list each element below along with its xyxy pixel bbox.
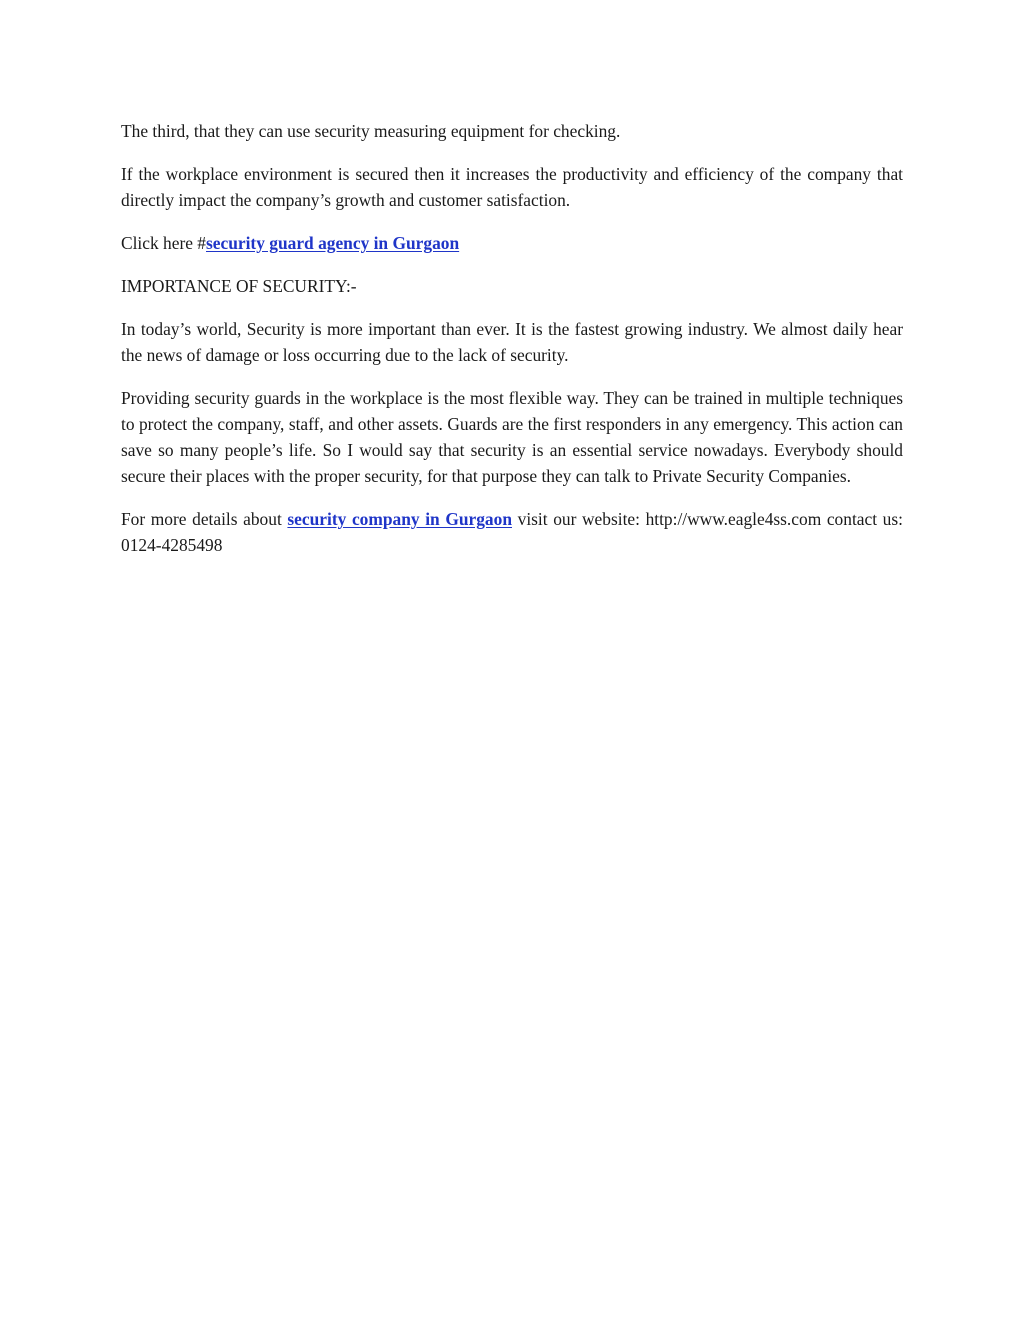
document-page [121, 118, 903, 575]
click-here-text: Click here # [121, 233, 206, 253]
paragraph-equipment: The third, that they can use security measuring equipment for checking. [121, 121, 621, 141]
paragraph-todays-world: In today’s world, Security is more important than ever. It is the fastest growing industry. We almost daily hear the news of damage or loss occurring due to the lack of security. [121, 319, 903, 365]
security-company-link[interactable]: security company in Gurgaon [287, 509, 512, 529]
section-heading-importance: IMPORTANCE OF SECURITY:- [121, 276, 357, 296]
paragraph-more-details [121, 506, 903, 558]
paragraph-click-here [121, 230, 903, 256]
paragraph-workplace-environment: If the workplace environment is secured then it increases the productivity and efficiency of the company that directly impact the company’s growth and customer satisfaction. [121, 164, 903, 210]
more-details-text: For more details about [121, 509, 288, 529]
security-guard-agency-link[interactable]: security guard agency in Gurgaon [206, 233, 460, 253]
paragraph-security-guards: Providing security guards in the workplace is the most flexible way. They can be trained in multiple techniques to protect the company, staff, and other assets. Guards are the first responders in any emergency. This action can save so many people’s life. So I would say that security is an essential service nowadays. Everybody should secure their places with the proper security, for that purpose they can talk to Private Security Companies. [121, 388, 903, 486]
contact-info-text: visit our website: http://www.eagle4ss.com contact us: 0124-4285498 [121, 509, 903, 555]
